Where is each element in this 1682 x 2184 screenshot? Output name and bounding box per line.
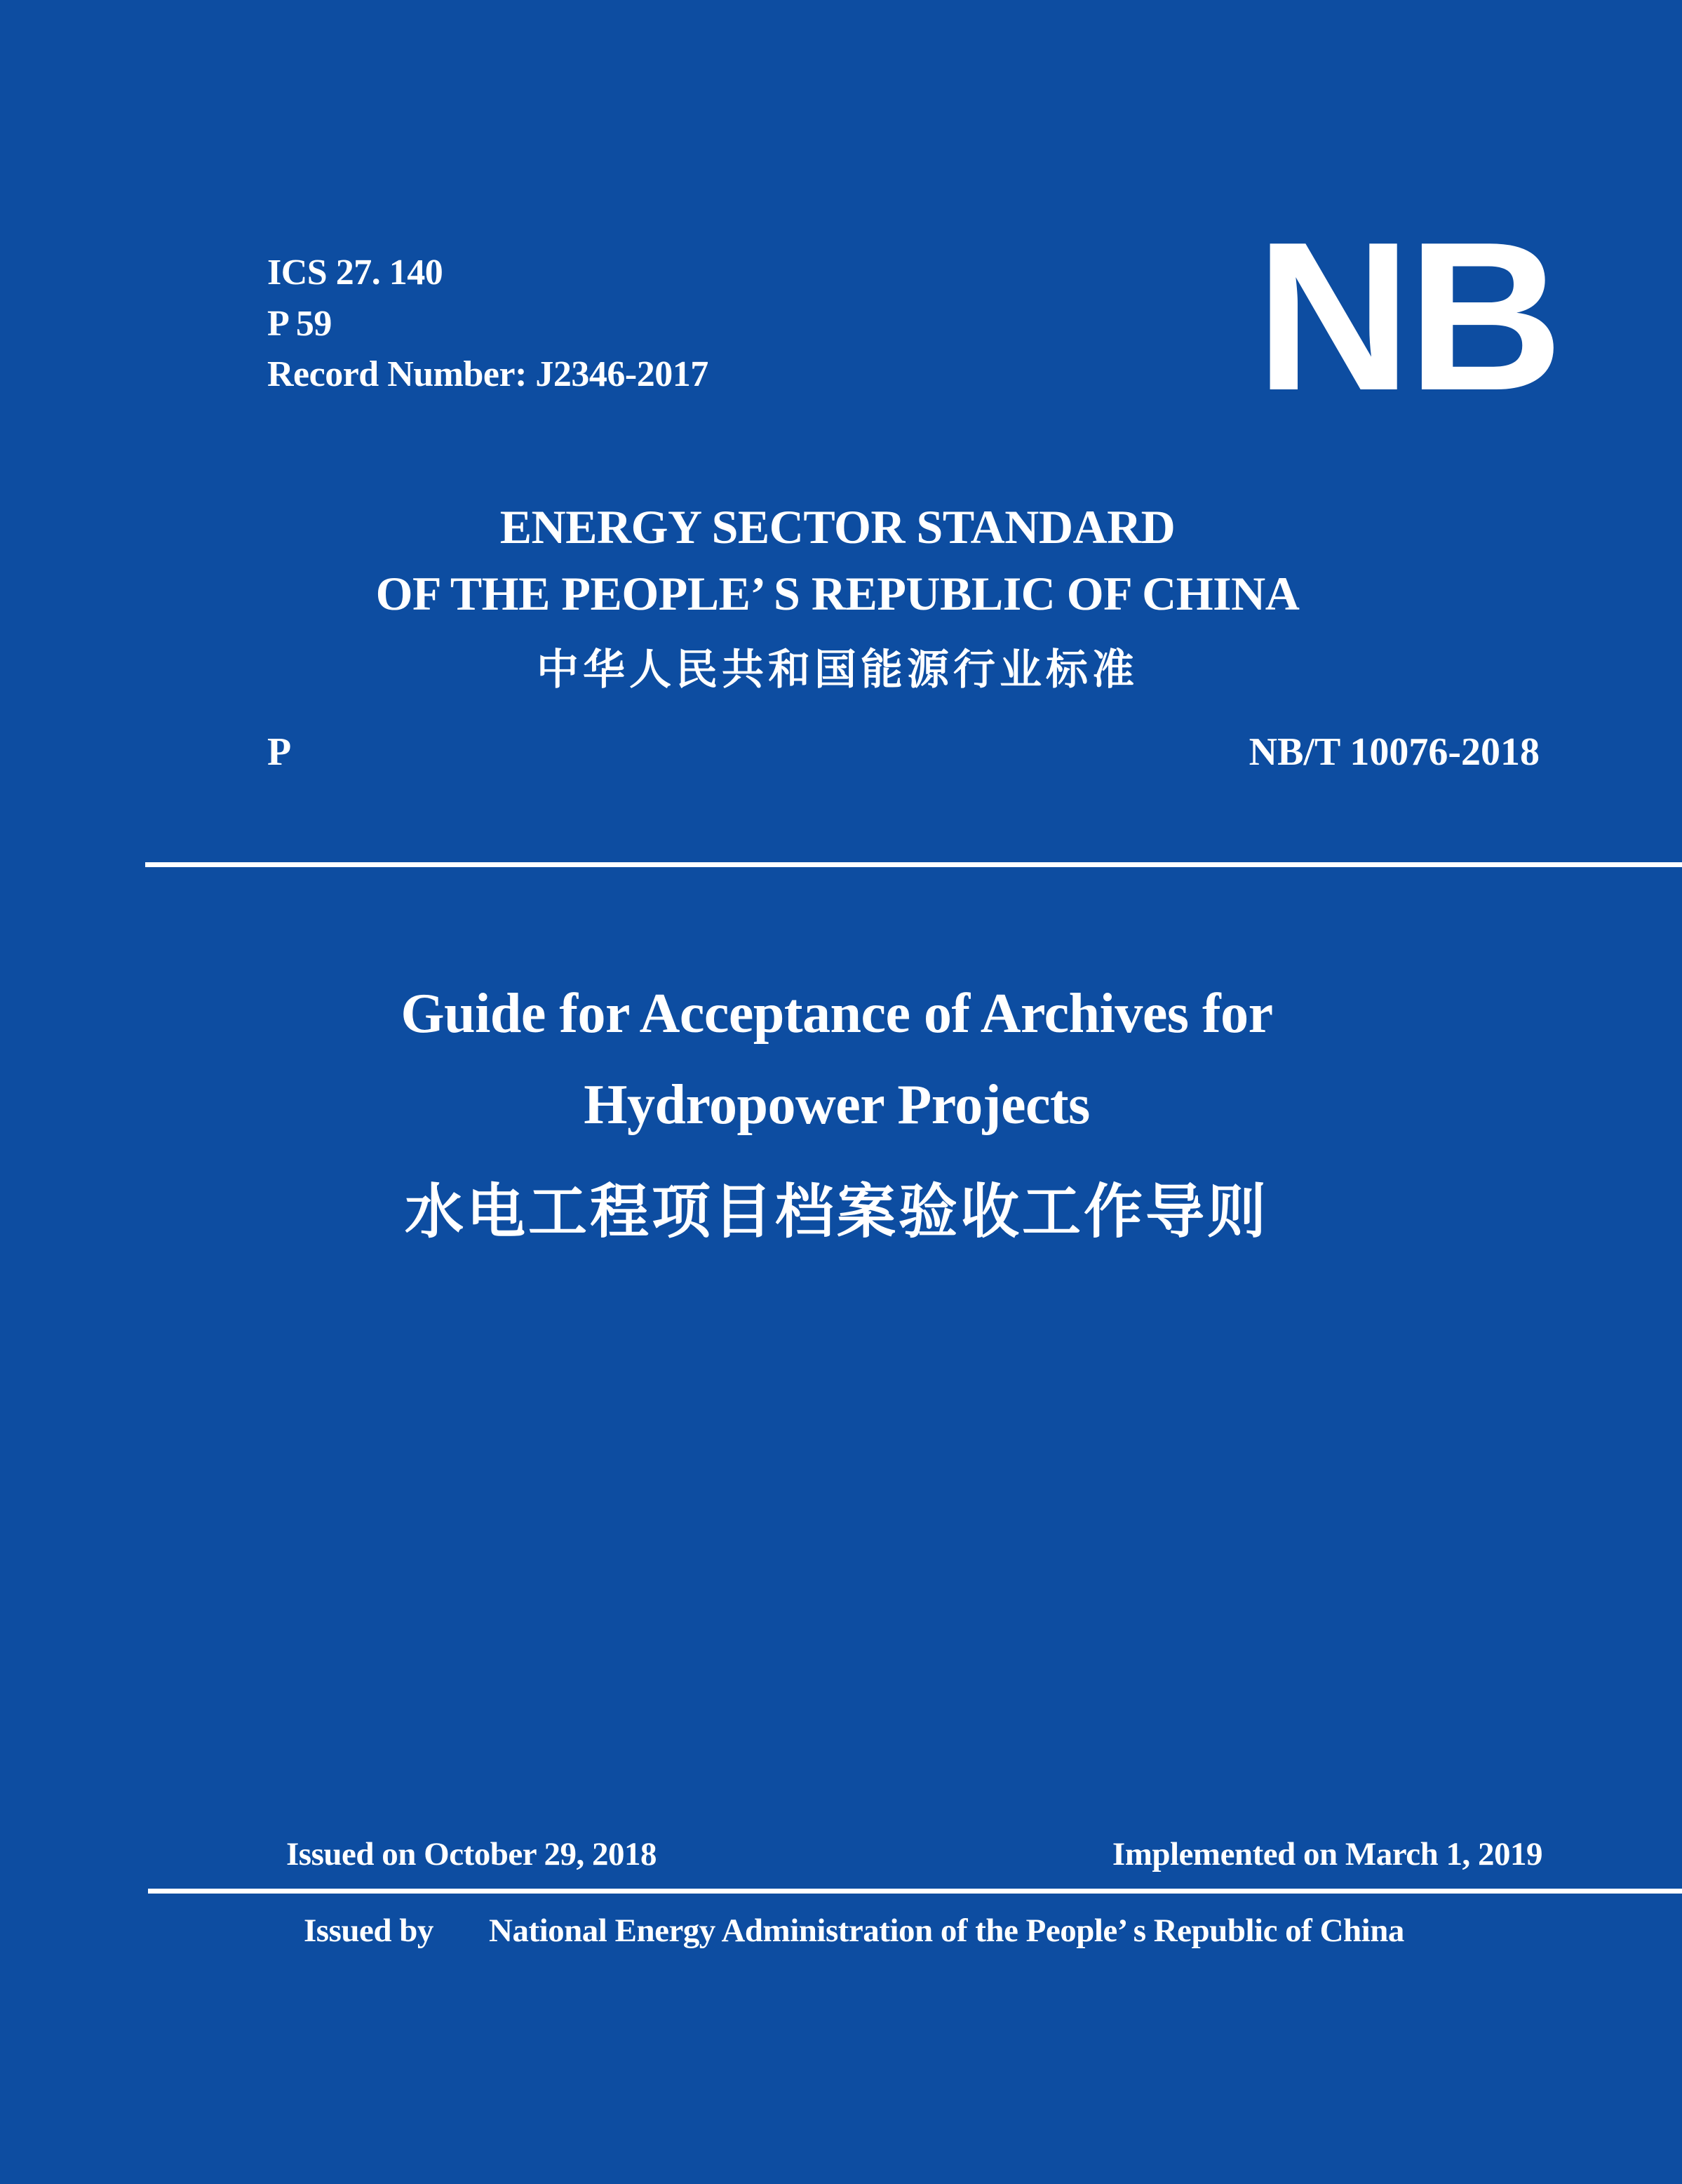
sector-header-chinese: 中华人民共和国能源行业标准 — [537, 645, 1138, 695]
sector-header-line2: OF THE PEOPLE’ S REPUBLIC OF CHINA — [375, 567, 1300, 620]
implemented-on-date: Implemented on March 1, 2019 — [1112, 1836, 1542, 1873]
issued-on-date: Issued on October 29, 2018 — [286, 1836, 657, 1873]
issuer-name: National Energy Administration of the People’ s Republic of China — [489, 1912, 1404, 1949]
standard-number: NB/T 10076-2018 — [1249, 730, 1540, 774]
ics-code: ICS 27. 140 — [267, 253, 443, 293]
sector-header-line1: ENERGY SECTOR STANDARD — [499, 500, 1176, 554]
bottom-divider-rule — [148, 1889, 1682, 1894]
ccs-code: P 59 — [267, 304, 332, 344]
top-divider-rule — [145, 862, 1682, 867]
record-number: Record Number: J2346-2017 — [267, 354, 708, 394]
document-title-line1: Guide for Acceptance of Archives for — [401, 983, 1273, 1045]
document-title-chinese: 水电工程项目档案验收工作导则 — [404, 1177, 1269, 1246]
issued-by-label: Issued by — [304, 1912, 433, 1949]
category-code: P — [267, 730, 292, 774]
document-title-line2: Hydropower Projects — [584, 1074, 1090, 1136]
nb-logo: NB — [1256, 198, 1559, 434]
